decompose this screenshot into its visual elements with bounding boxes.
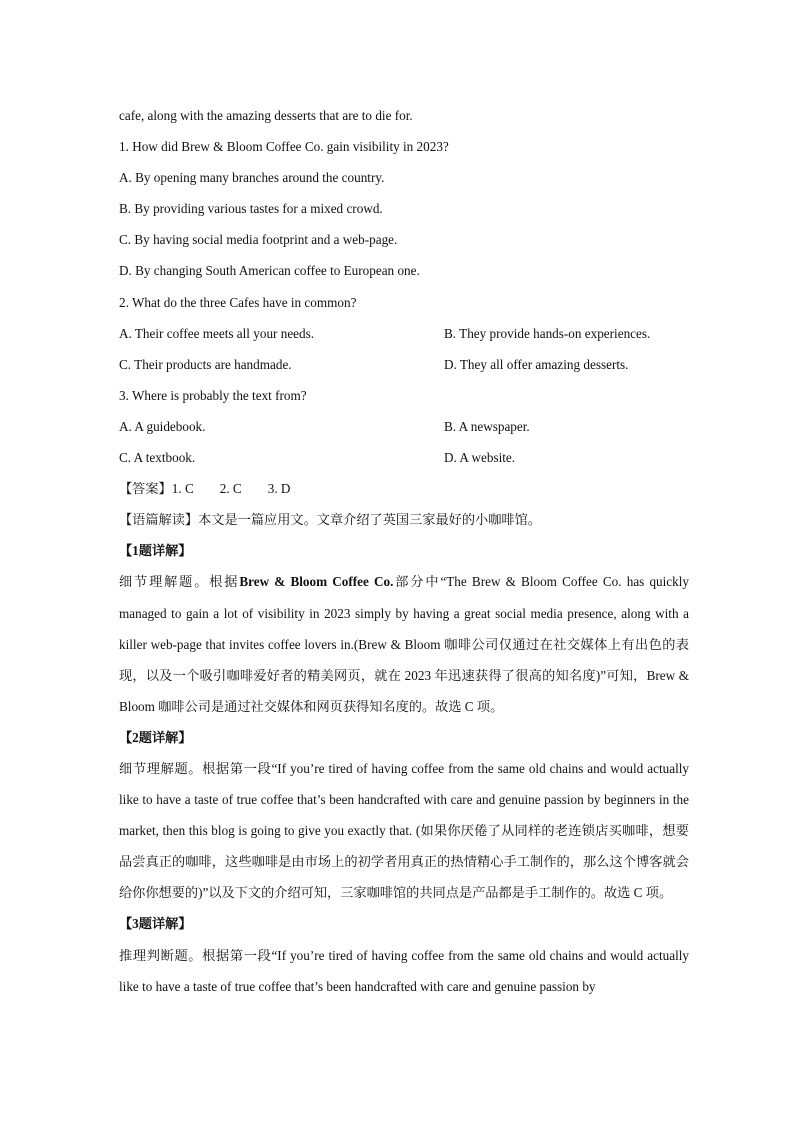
question-2-option-c: C. Their products are handmade. [119, 356, 292, 372]
summary-label: 【语篇解读】 [119, 512, 199, 528]
question-2-option-b: B. They provide hands-on experiences. [444, 325, 651, 341]
answer-item: 2. C [219, 481, 242, 497]
page-content [119, 100, 689, 1002]
explanation-3-heading: 【3题详解】 [119, 916, 192, 932]
explanation-2-heading: 【2题详解】 [119, 729, 192, 745]
explanation-1-heading: 【1题详解】 [119, 543, 192, 559]
question-2-stem: 2. What do the three Cafes have in common? [119, 294, 357, 310]
summary-line [119, 504, 689, 535]
answer-item: 1. C [171, 481, 194, 497]
explanation-1-text: 部分中“The Brew & Bloom Coffee Co. has quickly managed to gain a lot of visibility in 2023 simply by having a great social media presence, along with a killer web-page that invites coffee lovers in.(Brew & Bloom 咖啡公司仅通过在社交媒体上有出色的表现，以及一个吸引咖啡爱好者的精美网页，就在 2023 年迅速获得了很高的知名度)”可知，Brew & Bloom 咖啡公司是通过社交媒体和网页获得知名度的。故选 C 项。 [119, 574, 690, 714]
question-3-option-d: D. A website. [444, 450, 516, 466]
answer-line [119, 473, 689, 504]
explanation-2-body: 细节理解题。根据第一段“If you’re tired of having coffee from the same old chains and would actually like to have a taste of true coffee that’s been handcrafted with care and genuine passion by beginners in the market, then this blog is going to give you exactly that. (如果你厌倦了从同样的老连锁店买咖啡，想要品尝真正的咖啡，这些咖啡是由市场上的初学者用真正的热情精心手工制作的，那么这个博客就会给你你想要的)”以及下文的介绍可知，三家咖啡馆的共同点是产品都是手工制作的。故选 C 项。 [119, 760, 689, 901]
question-2-option-d: D. They all offer amazing desserts. [444, 356, 629, 372]
question-2-option-a: A. Their coffee meets all your needs. [119, 325, 315, 341]
explanation-1-bold-ref: Brew & Bloom Coffee Co. [239, 574, 394, 590]
question-2-options-row-2 [119, 349, 689, 380]
question-1-option-b: B. By providing various tastes for a mixed crowd. [119, 201, 383, 217]
question-2-options-row-1 [119, 318, 689, 349]
explanation-3-body: 推理判断题。根据第一段“If you’re tired of having coffee from the same old chains and would actually like to have a taste of true coffee that’s been handcrafted with care and genuine passion by [119, 947, 689, 994]
answer-item: 3. D [267, 481, 291, 497]
question-1-option-c: C. By having social media footprint and a web-page. [119, 232, 398, 248]
question-3-options-row-1 [119, 411, 689, 442]
question-3-options-row-2 [119, 442, 689, 473]
question-1-option-d: D. By changing South American coffee to European one. [119, 263, 420, 279]
question-3-stem: 3. Where is probably the text from? [119, 387, 307, 403]
answer-label: 【答案】 [119, 481, 172, 497]
question-3-option-b: B. A newspaper. [444, 418, 530, 434]
explanation-1-body [119, 566, 689, 721]
question-3-option-c: C. A textbook. [119, 450, 196, 466]
intro-tail-text: cafe, along with the amazing desserts that are to die for. [119, 108, 413, 123]
question-1-option-a: A. By opening many branches around the country. [119, 170, 385, 186]
question-3-option-a: A. A guidebook. [119, 418, 206, 434]
summary-text: 本文是一篇应用文。文章介绍了英国三家最好的小咖啡馆。 [198, 512, 541, 528]
question-1-stem: 1. How did Brew & Bloom Coffee Co. gain visibility in 2023? [119, 139, 449, 155]
explanation-1-prefix: 细节理解题。根据 [119, 574, 240, 590]
